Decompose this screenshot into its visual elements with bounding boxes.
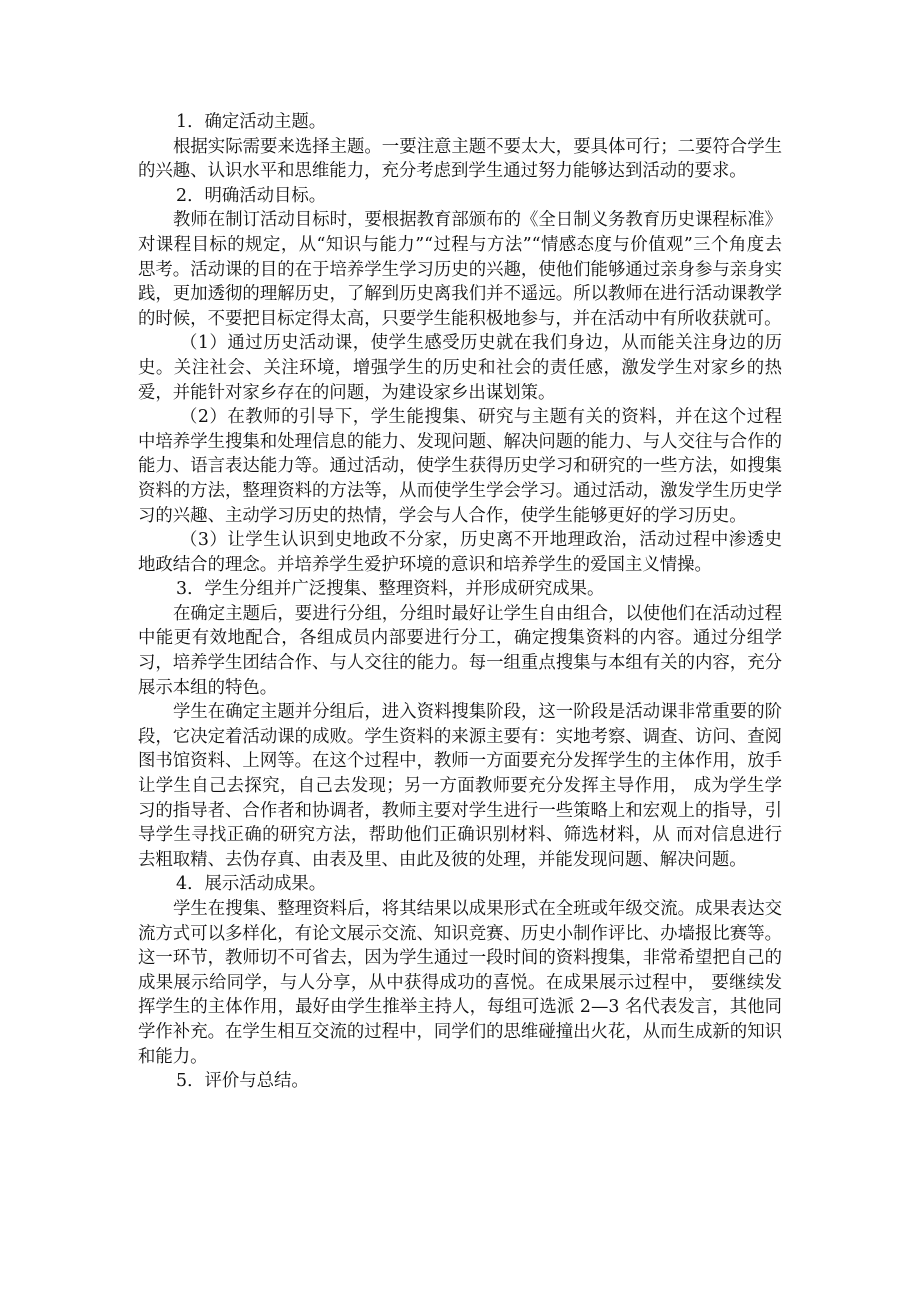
goal-item-1: （1）通过历史活动课，使学生感受历史就在我们身边，从而能关注身边的历史。关注社会、关注环境，增强学生的历史和社会的责任感，激发学生对家乡的热爱，并能针对家乡存在的问题，为建设家乡出谋划策。 (138, 333, 782, 403)
document-page (138, 110, 782, 1094)
body-paragraph: 学生在确定主题并分组后，进入资料搜集阶段，这一阶段是活动课非常重要的阶段，它决定着活动课的成败。学生资料的来源主要有：实地考察、调查、访问、查阅图书馆资料、上网等。在这个过程中，教师一方面要充分发挥学生的主体作用，放手让学生自己去探究，自己去发现；另一方面教师要充分发挥主导作用， 成为学生学习的指导者、合作者和协调者，教师主要对学生进行一些策略上和宏观上的指导，引导学生寻找正确的研究方法，帮助他们正确识别材料、筛选材料，从 而对信息进行去粗取精、去伪存真、由表及里、由此及彼的处理，并能发现问题、解决问题。 (138, 702, 782, 870)
section-heading-1: 1．确定活动主题。 (176, 112, 327, 132)
section-heading-3: 3．学生分组并广泛搜集、整理资料，并形成研究成果。 (176, 579, 605, 600)
goal-item-2: （2）在教师的引导下，学生能搜集、研究与主题有关的资料，并在这个过程中培养学生搜集和处理信息的能力、发现问题、解决问题的能力、与人交往与合作的能力、语言表达能力等。通过活动，使学生获得历史学习和研究的一些方法，如搜集资料的方法，整理资料的方法等，从而使学生学会学习。通过活动，激发学生历史学习的兴趣、主动学习历史的热情，学会与人合作，使学生能够更好的学习历史。 (138, 407, 782, 526)
section-heading-2: 2．明确活动目标。 (176, 185, 327, 206)
body-paragraph: 在确定主题后，要进行分组，分组时最好让学生自由组合，以使他们在活动过程中能更有效地配合，各组成员内部要进行分工，确定搜集资料的内容。通过分组学习，培养学生团结合作、与人交往的能力。每一组重点搜集与本组有关的内容，充分展示本组的特色。 (138, 603, 782, 698)
body-paragraph: 学生在搜集、整理资料后，将其结果以成果形式在全班或年级交流。成果表达交流方式可以多样化，有论文展示交流、知识竞赛、历史小制作评比、办墙报比赛等。这一环节，教师切不可省去，因为学生通过一段时间的资料搜集，非常希望把自己的成果展示给同学，与人分享，从中获得成功的喜悦。在成果展示过程中， 要继续发挥学生的主体作用，最好由学生推举主持人，每组可选派 2—3 名代表发言，其他同学作补充。在学生相互交流的过程中，同学们的思维碰撞出火花，从而生成新的知识和能力。 (138, 899, 782, 1067)
body-paragraph: 根据实际需要来选择主题。一要注意主题不要太大，要具体可行；二要符合学生的兴趣、认识水平和思维能力，充分考虑到学生通过努力能够达到活动的要求。 (138, 136, 782, 182)
body-paragraph: 教师在制订活动目标时，要根据教育部颁布的《全日制义务教育历史课程标准》对课程目标的规定，从“知识与能力”“过程与方法”“情感态度与价值观”三个角度去思考。活动课的目的在于培养学生学习历史的兴趣，使他们能够通过亲身参与亲身实践，更加透彻的理解历史，了解到历史离我们并不遥远。所以教师在进行活动课教学的时候，不要把目标定得太高，只要学生能积极地参与，并在活动中有所收获就可。 (138, 210, 782, 329)
section-heading-4: 4．展示活动成果。 (176, 874, 327, 895)
goal-item-3: （3）让学生认识到史地政不分家，历史离不开地理政治，活动过程中渗透史地政结合的理念。并培养学生爱护环境的意识和培养学生的爱国主义情操。 (138, 530, 782, 575)
section-heading-5: 5．评价与总结。 (176, 1071, 309, 1092)
